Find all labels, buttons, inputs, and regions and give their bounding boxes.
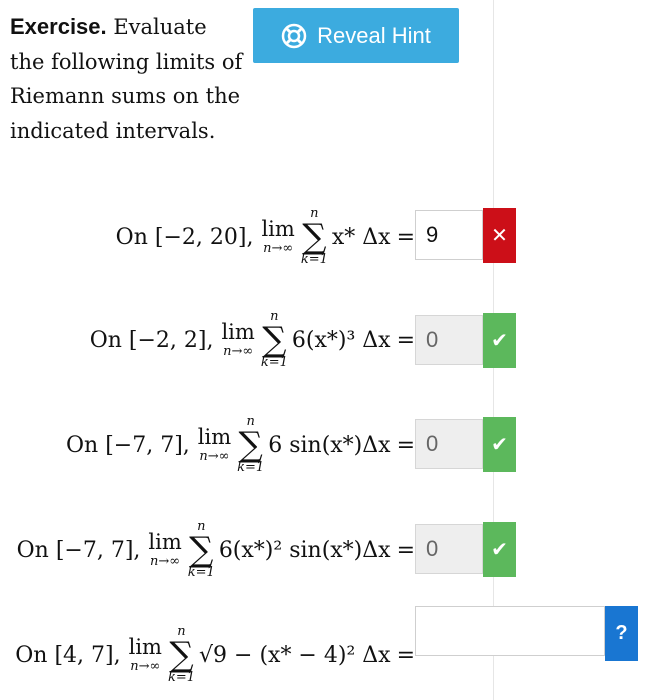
- equals-sign: =: [396, 224, 415, 250]
- equals-sign: =: [396, 537, 415, 563]
- sum-operator: n ∑ k=1: [237, 414, 265, 475]
- problem-row: [116, 202, 415, 272]
- summand-expression: √9 − (x* − 4)² Δx: [199, 642, 391, 668]
- answer-input[interactable]: 0: [415, 315, 483, 365]
- problem-row: [66, 410, 415, 480]
- answer-input[interactable]: [415, 606, 605, 656]
- interval-label: On [−2, 2],: [89, 327, 214, 353]
- reveal-hint-label: Reveal Hint: [317, 22, 431, 48]
- interval-label: On [4, 7],: [15, 642, 121, 668]
- summand-expression: 6 sin(x*)Δx: [268, 432, 391, 458]
- sum-operator: n ∑ k=1: [300, 206, 328, 267]
- interval-label: On [−7, 7],: [66, 432, 190, 458]
- correct-check-icon: ✔: [483, 417, 516, 472]
- help-question-icon[interactable]: ?: [605, 606, 638, 661]
- summand-expression: 6(x*)² sin(x*)Δx: [218, 537, 391, 563]
- problem-row: [15, 620, 415, 690]
- reveal-hint-button[interactable]: [253, 8, 459, 63]
- limit-operator: lim n→∞: [148, 530, 182, 569]
- summand-expression: x* Δx: [331, 224, 391, 250]
- interval-label: On [−7, 7],: [16, 537, 141, 563]
- answer-input[interactable]: 9: [415, 210, 483, 260]
- limit-operator: lim n→∞: [221, 320, 255, 359]
- interval-label: On [−2, 20],: [115, 224, 254, 250]
- lifebuoy-icon: [281, 23, 307, 49]
- limit-operator: lim n→∞: [128, 635, 162, 674]
- equals-sign: =: [396, 642, 415, 668]
- limit-operator: lim n→∞: [261, 217, 295, 256]
- exercise-prompt: [10, 10, 245, 148]
- exercise-label: Exercise.: [10, 14, 107, 39]
- summand-expression: 6(x*)³ Δx: [291, 327, 391, 353]
- exercise-text: Evaluate the following limits of Riemann sums on the indicated intervals.: [10, 15, 243, 143]
- limit-operator: lim n→∞: [197, 425, 232, 464]
- correct-check-icon: ✔: [483, 522, 516, 577]
- problem-row: [90, 305, 415, 375]
- equals-sign: =: [396, 432, 415, 458]
- incorrect-x-icon: ✕: [483, 208, 516, 263]
- sum-operator: n ∑ k=1: [260, 309, 288, 370]
- sum-operator: n ∑ k=1: [187, 519, 215, 580]
- answer-input[interactable]: 0: [415, 419, 483, 469]
- correct-check-icon: ✔: [483, 313, 516, 368]
- equals-sign: =: [396, 327, 415, 353]
- problem-row: [17, 515, 415, 585]
- sum-operator: n ∑ k=1: [167, 624, 196, 685]
- answer-input[interactable]: 0: [415, 524, 483, 574]
